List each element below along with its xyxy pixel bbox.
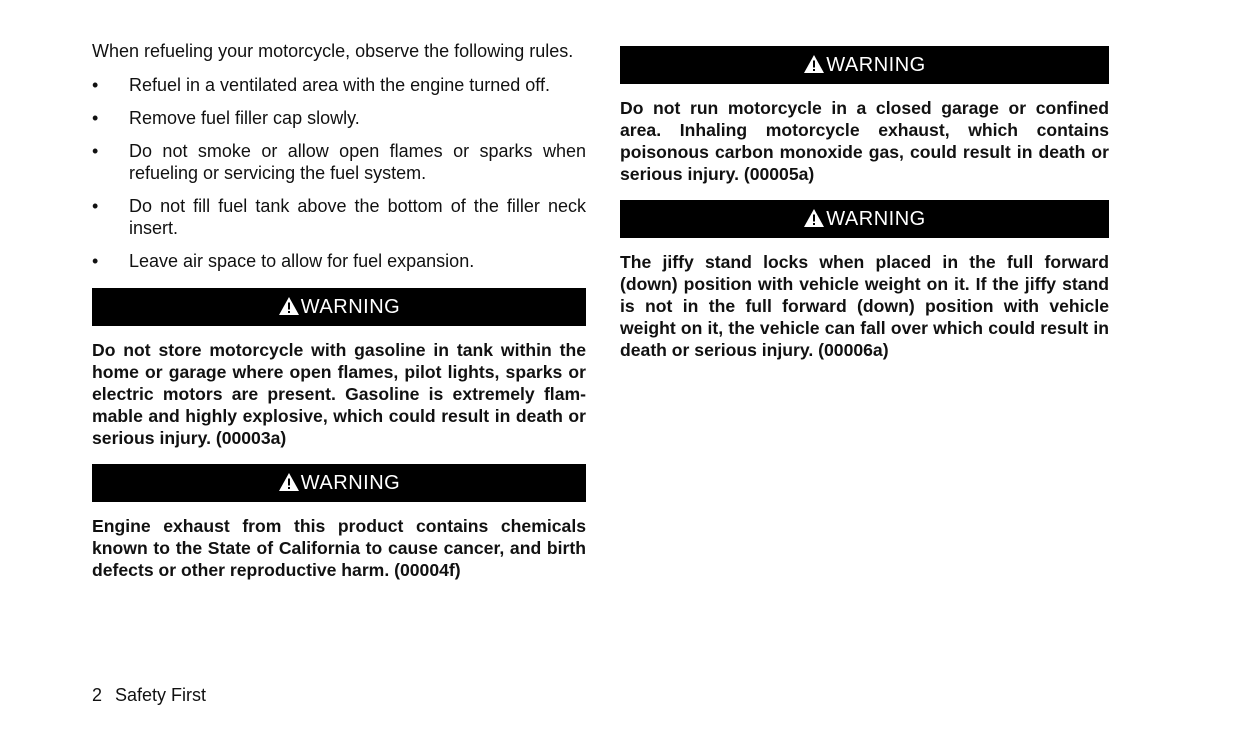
warning-label: WARNING — [300, 471, 401, 494]
warning-banner — [620, 46, 1109, 84]
warning-banner — [620, 200, 1109, 238]
warning-banner — [92, 288, 586, 326]
warning-triangle-icon — [278, 472, 300, 492]
list-item: • Do not smoke or allow open flames or sparks when refueling or servicing the fuel system. — [92, 141, 586, 183]
bullet-icon: • — [92, 196, 99, 216]
warning-text: The jiffy stand locks when placed in the full forward (down) position with vehicle weight on it. If the jiffy stand is not in the full forward (down) position with vehicle weight on it, the vehicle can fall over which could result in death or serious injury. (00006a) — [620, 252, 1109, 360]
bullet-icon: • — [92, 251, 99, 271]
warning-banner — [92, 464, 586, 502]
list-item: • Do not fill fuel tank above the bottom of the filler neck insert. — [92, 196, 586, 238]
bullet-icon: • — [92, 108, 99, 128]
intro-text: When refueling your motorcycle, observe the following rules. — [92, 41, 574, 61]
warning-label: WARNING — [826, 53, 926, 76]
warning-label: WARNING — [826, 207, 926, 230]
warning-text: Do not run motorcycle in a closed garage or confined area. Inhaling motorcycle exhaust, which contains poisonous carbon monoxide gas, could result in death or serious injury. (00005a) — [620, 98, 1109, 184]
warning-text: Engine exhaust from this product contains chemicals known to the State of California to cause cancer, and birth defects or other reproductive harm. (00004f) — [92, 516, 586, 580]
section-title: Safety First — [115, 685, 207, 705]
list-item: • Remove fuel filler cap slowly. — [92, 108, 360, 128]
warning-triangle-icon — [803, 54, 825, 74]
warning-triangle-icon — [803, 208, 825, 228]
warning-label: WARNING — [300, 295, 401, 318]
bullet-icon: • — [92, 141, 99, 161]
page-footer — [92, 684, 206, 706]
warning-triangle-icon — [278, 296, 300, 316]
list-item: • Leave air space to allow for fuel expansion. — [92, 251, 475, 271]
page-number: 2 — [92, 685, 103, 705]
bullet-icon: • — [92, 75, 99, 95]
list-item: • Refuel in a ventilated area with the engine turned off. — [92, 75, 550, 95]
warning-text: Do not store motorcycle with gasoline in tank within the home or garage where open flames, pilot lights, sparks or electric motors are present. Gasoline is extremely flammable and highly explosive, which could result in death or serious injury. (00003a) — [92, 340, 586, 448]
